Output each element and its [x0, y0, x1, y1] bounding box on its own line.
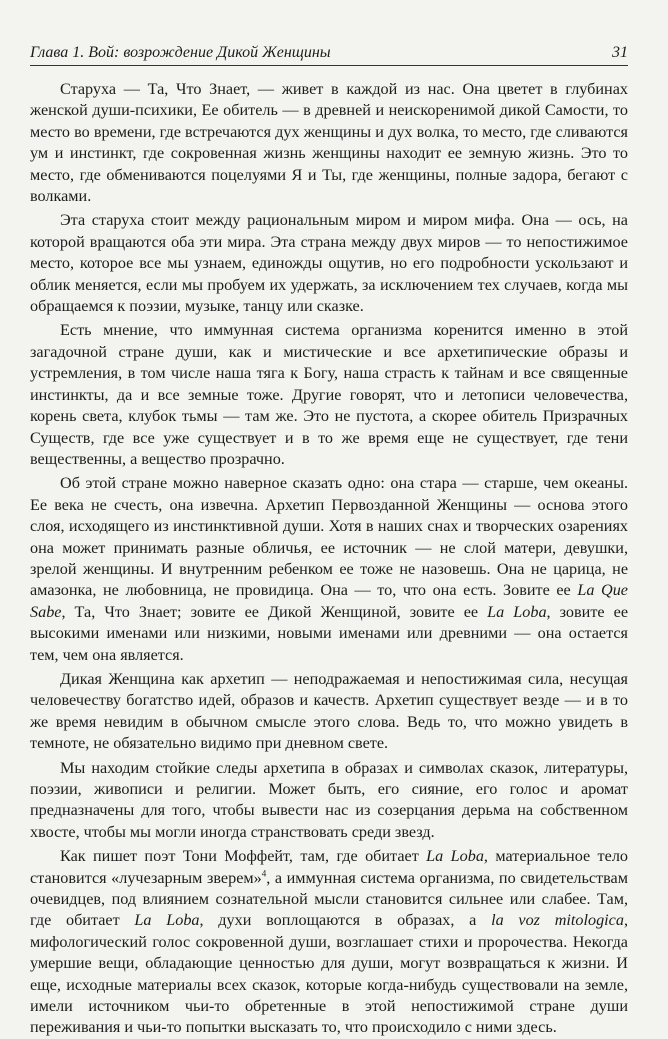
footnote-marker: 4	[261, 868, 267, 879]
italic-term-la-loba: La Loba	[426, 847, 484, 866]
paragraph-6: Мы находим стойкие следы архетипа в образах и символах сказок, литературы, поэзии, живописи и религии. Может быть, его сияние, его голос и аромат предназначены для того, чтобы вывести нас из созерцания дерьма на собственном хвосте, чтобы мы могли иногда странствовать среди звезд.	[30, 758, 628, 841]
italic-term-la-loba: La Loba	[134, 911, 200, 930]
italic-term-la-loba: La Loba	[487, 602, 547, 621]
paragraph-4-text-c: , зовите ее высокими именами или низкими, новыми именами или древними — она остается тем, чем она является.	[30, 602, 629, 664]
paragraph-7-text-b: , материальное тело становится «лучезарным зверем»	[30, 847, 628, 887]
running-header	[30, 36, 628, 66]
paragraph-7-text-a: Как пишет поэт Тони Моффейт, там, где обитает	[60, 847, 427, 866]
paragraph-2: Эта старуха стоит между рациональным миром и миром мифа. Она — ось, на которой вращаются оба эти мира. Эта страна между двух миров — то непостижимое место, которое все мы узнаем, единожды ощутив, но его подробности ускользают и облик меняется, если мы пробуем их удержать, за исключением тех случаев, когда мы обращаемся к поэзии, музыке, танцу или сказке.	[30, 211, 628, 316]
paragraph-4-text-b: , Та, Что Знает; зовите ее Дикой Женщиной, зовите ее	[61, 602, 488, 621]
paragraph-4-text-a: Об этой стране можно наверное сказать одно: она стара — старше, чем океаны. Ее века не счесть, она извечна. Архетип Первозданной Женщины — основа этого слоя, исходящего из инстинктивной души. Хотя в наших снах и творческих озарениях она может принимать разные обличья, ее источник — не слой матери, девушки, зрелой женщины. И внутренним ребенком ее тоже не назовешь. Она не царица, не амазонка, не любовница, не провидица. Она — то, что она есть. Зовите ее	[30, 474, 628, 600]
body-text	[30, 79, 628, 1039]
paragraph-7-text-d: , духи воплощаются в образах, а	[199, 911, 492, 930]
italic-term-la-voz-mitologica: la voz mitologica	[491, 911, 624, 930]
paragraph-4	[30, 473, 628, 666]
paragraph-5: Дикая Женщина как архетип — неподражаемая и непостижимая сила, несущая человечеству богатство идей, образов и качеств. Архетип существует везде — и в то же время невидим в обычном смысле этого слова. Ведь то, что можно увидеть в темноте, не обязательно видимо при дневном свете.	[30, 669, 628, 753]
italic-term-la-que-sabe: La Que Sabe	[30, 581, 628, 621]
chapter-title: Глава 1. Вой: возрождение Дикой Женщины	[30, 44, 331, 61]
paragraph-7-text-e: , мифологический голос сокровенной души, возглашает стихи и пророчества. Некогда умершие вещи, обладающие ценностью для души, могут возвращаться к жизни. И еще, исходные материалы всех сказок, которые когда-нибудь существовали на земле, имели источником чьи-то обретенные в этой непостижимой стране души переживания и чьи-то попытки высказать то, что происходило с ними здесь.	[30, 911, 628, 1037]
page-number: 31	[612, 44, 628, 61]
paragraph-1: Старуха — Та, Что Знает, — живет в каждой из нас. Она цветет в глубинах женской души-психики, Ее обитель — в древней и неискоренимой дикой Самости, то место во времени, где встречаются дух женщины и дух волка, то место, где сливаются ум и инстинкт, где сокровенная жизнь женщины находит ее земную жизнь. Это то место, где обмениваются поцелуями Я и Ты, где женщины, полные задора, бегают с волками.	[30, 80, 628, 206]
paragraph-7	[30, 846, 628, 1039]
paragraph-3: Есть мнение, что иммунная система организма коренится именно в этой загадочной стране души, как и мистические и все архетипические образы и устремления, в том числе наша тяга к Богу, наша страсть к тайнам и все священные инстинкты, да и все земные тоже. Другие говорят, что и летописи человечества, корень света, клубок тьмы — там же. Это не пустота, а скорее обитель Призрачных Существ, где все уже существует и в то же время еще не существует, где тени вещественны, а вещество прозрачно.	[30, 321, 628, 468]
paragraph-7-text-c: , а иммунная система организма, по свидетельствам очевидцев, под влиянием сознательной мысли становится сильнее или слабее. Там, где обитает	[30, 868, 628, 930]
